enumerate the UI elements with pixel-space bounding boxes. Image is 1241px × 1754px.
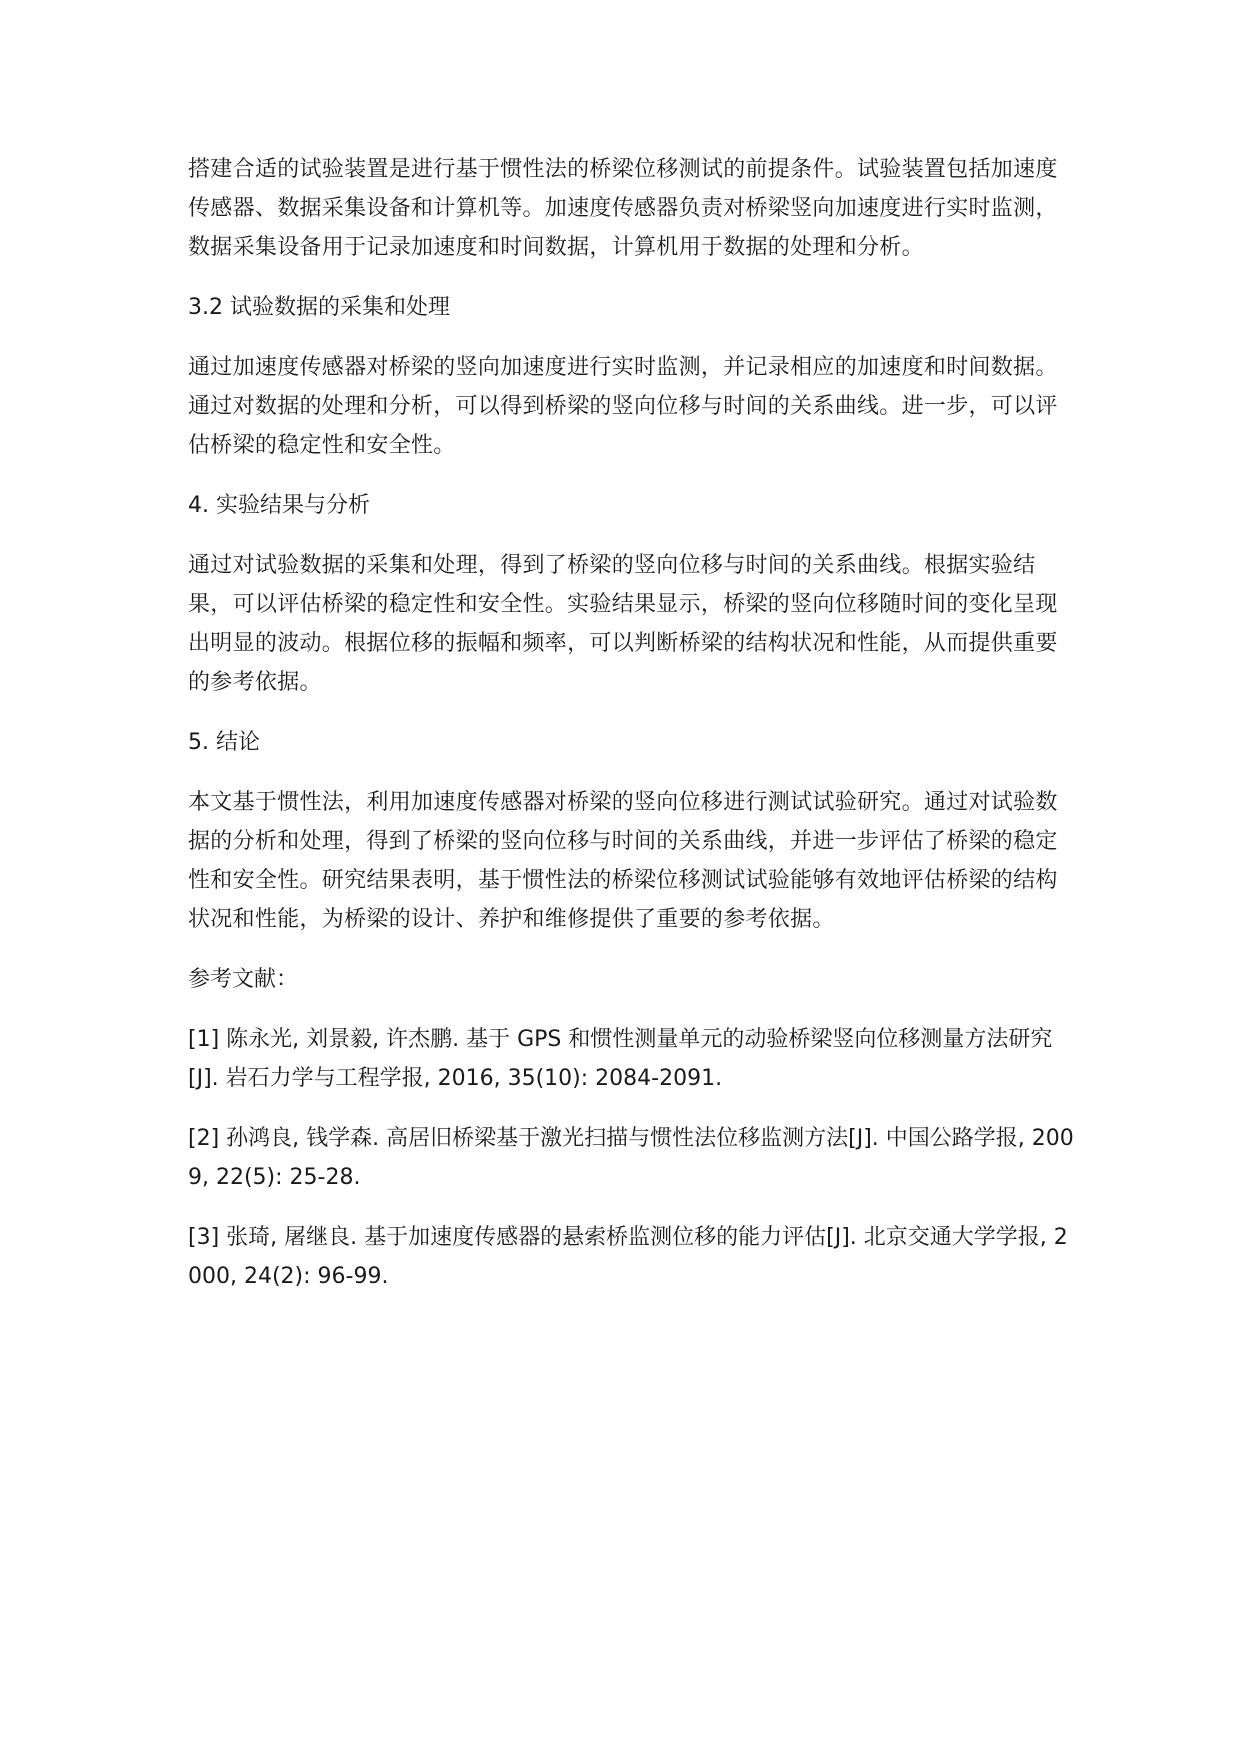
references-heading: 参考文献： — [188, 967, 299, 992]
section-paragraph-4: 通过对试验数据的采集和处理，得到了桥梁的竖向位移与时间的关系曲线。根据实验结果，可以评估桥梁的稳定性和安全性。实验结果显示，桥梁的竖向位移随时间的变化呈现出明显的波动。根据位移的振幅和频率，可以判断桥梁的结构状况和性能，从而提供重要的参考依据。 — [188, 553, 1058, 695]
section-heading-5: 5. 结论 — [188, 730, 260, 755]
section-heading-3-2: 3.2 试验数据的采集和处理 — [188, 295, 450, 320]
document-body — [188, 150, 1078, 1317]
reference-item-2: [2] 孙鸿良, 钱学森. 高居旧桥梁基于激光扫描与惯性法位移监测方法[J]. 中国公路学报, 2009, 22(5): 25-28. — [188, 1126, 1074, 1190]
reference-item-1: [1] 陈永光, 刘景毅, 许杰鹏. 基于 GPS 和惯性测量单元的动验桥梁竖向位移测量方法研究[J]. 岩石力学与工程学报, 2016, 35(10): 2084-2091. — [188, 1027, 1053, 1091]
section-heading-4: 4. 实验结果与分析 — [188, 493, 370, 518]
section-paragraph-5: 本文基于惯性法，利用加速度传感器对桥梁的竖向位移进行测试试验研究。通过对试验数据的分析和处理，得到了桥梁的竖向位移与时间的关系曲线，并进一步评估了桥梁的稳定性和安全性。研究结果表明，基于惯性法的桥梁位移测试试验能够有效地评估桥梁的结构状况和性能，为桥梁的设计、养护和维修提供了重要的参考依据。 — [188, 790, 1058, 932]
reference-item-3: [3] 张琦, 屠继良. 基于加速度传感器的悬索桥监测位移的能力评估[J]. 北京交通大学学报, 2000, 24(2): 96-99. — [188, 1225, 1068, 1289]
section-paragraph-3-2: 通过加速度传感器对桥梁的竖向加速度进行实时监测，并记录相应的加速度和时间数据。通过对数据的处理和分析，可以得到桥梁的竖向位移与时间的关系曲线。进一步，可以评估桥梁的稳定性和安全性。 — [188, 355, 1058, 458]
intro-paragraph: 搭建合适的试验装置是进行基于惯性法的桥梁位移测试的前提条件。试验装置包括加速度传感器、数据采集设备和计算机等。加速度传感器负责对桥梁竖向加速度进行实时监测，数据采集设备用于记录加速度和时间数据，计算机用于数据的处理和分析。 — [188, 157, 1058, 260]
